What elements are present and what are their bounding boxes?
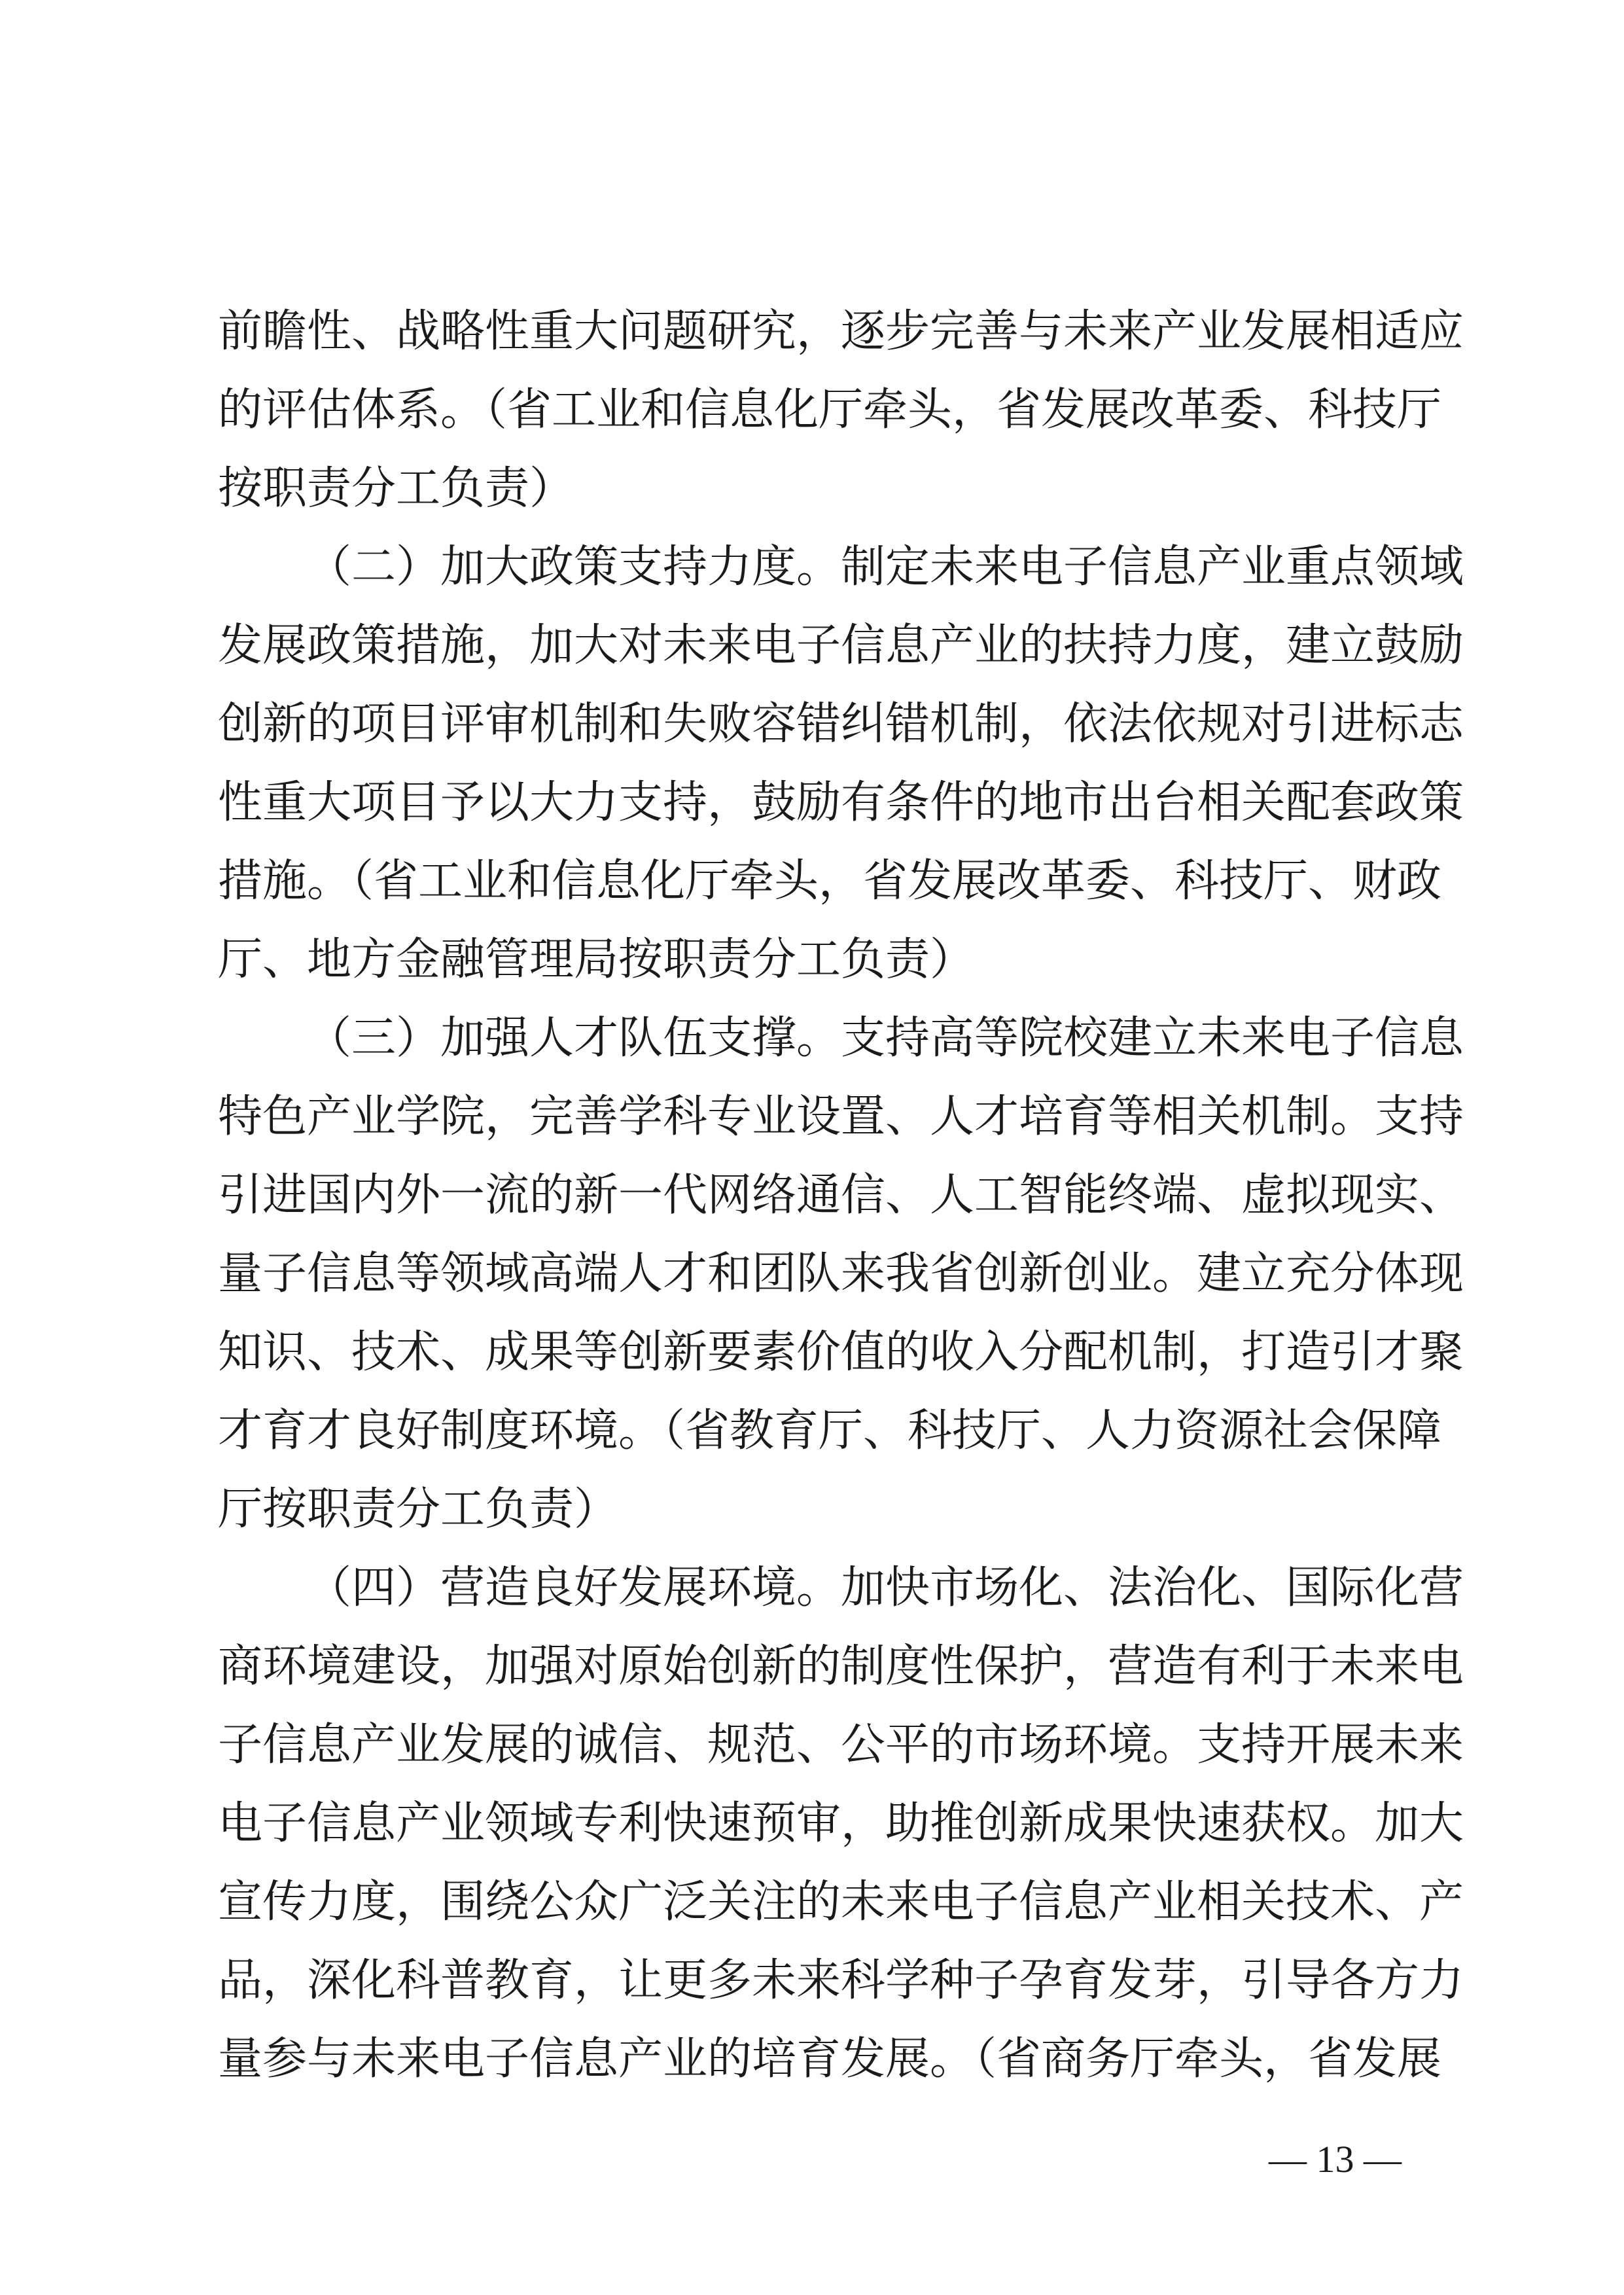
page-number: — 13 —: [1269, 2138, 1402, 2180]
text-line: 厅、地方金融管理局按职责分工负责）: [218, 934, 975, 986]
text-line: （二）加大政策支持力度。制定未来电子信息产业重点领域: [307, 541, 1464, 593]
text-line: 品，深化科普教育，让更多未来科学种子孕育发芽，引导各方力: [218, 1955, 1464, 2006]
text-line: 性重大项目予以大力支持，鼓励有条件的地市出台相关配套政策: [218, 777, 1464, 828]
text-line: 的评估体系。（省工业和信息化厅牵头，省发展改革委、科技厅: [218, 384, 1442, 436]
text-line: 引进国内外一流的新一代网络通信、人工智能终端、虚拟现实、: [218, 1169, 1464, 1221]
text-line: （三）加强人才队伍支撑。支持高等院校建立未来电子信息: [307, 1012, 1464, 1064]
text-line: 子信息产业发展的诚信、规范、公平的市场环境。支持开展未来: [218, 1719, 1464, 1771]
text-line: （四）营造良好发展环境。加快市场化、法治化、国际化营: [307, 1562, 1464, 1614]
text-line: 前瞻性、战略性重大问题研究，逐步完善与未来产业发展相适应: [218, 306, 1464, 357]
text-line: 发展政策措施，加大对未来电子信息产业的扶持力度，建立鼓励: [218, 620, 1464, 671]
body-text: [218, 293, 1464, 2099]
text-line: 商环境建设，加强对原始创新的制度性保护，营造有利于未来电: [218, 1641, 1464, 1692]
text-line: 才育才良好制度环境。（省教育厅、科技厅、人力资源社会保障: [218, 1405, 1442, 1457]
text-line: 知识、技术、成果等创新要素价值的收入分配机制，打造引才聚: [218, 1326, 1464, 1378]
text-line: 电子信息产业领域专利快速预审，助推创新成果快速获权。加大: [218, 1798, 1464, 1849]
text-line: 宣传力度，围绕公众广泛关注的未来电子信息产业相关技术、产: [218, 1876, 1464, 1928]
text-line: 量参与未来电子信息产业的培育发展。（省商务厅牵头，省发展: [218, 2033, 1442, 2085]
text-line: 按职责分工负责）: [218, 463, 574, 514]
text-line: 创新的项目评审机制和失败容错纠错机制，依法依规对引进标志: [218, 698, 1464, 750]
text-line: 特色产业学院，完善学科专业设置、人才培育等相关机制。支持: [218, 1091, 1464, 1143]
text-line: 厅按职责分工负责）: [218, 1484, 619, 1535]
text-line: 措施。（省工业和信息化厅牵头，省发展改革委、科技厅、财政: [218, 855, 1442, 907]
text-line: 量子信息等领域高端人才和团队来我省创新创业。建立充分体现: [218, 1248, 1464, 1300]
